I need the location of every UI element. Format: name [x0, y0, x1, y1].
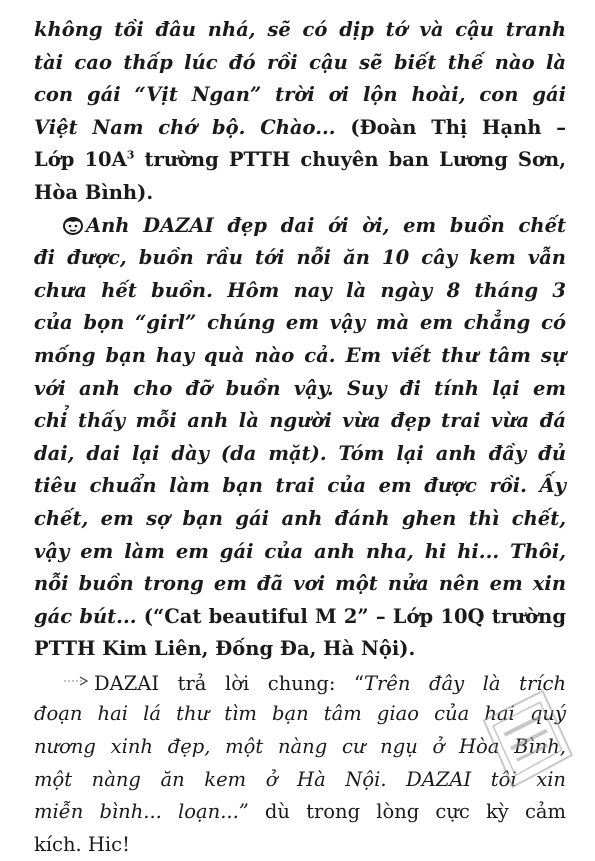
text-line: nỗi buồn trong em đã vơi một nửa nên em xin — [34, 572, 566, 596]
text-line: một nàng ăn kem ở Hà Nội. DAZAI tôi xin — [34, 767, 566, 791]
text-line — [34, 112, 566, 145]
text-run: dù trong lòng cực kỳ cảm — [248, 800, 566, 824]
text-line: con gái “Vịt Ngan” trời ơi lộn hoài, con gái — [34, 83, 566, 107]
superscript: 3 — [126, 148, 135, 162]
text-line: mống bạn hay quà nào cả. Em viết thư tâm sự — [34, 343, 566, 367]
text-line: đi được, buồn rầu tới nỗi ăn 10 cây kem vẫn — [34, 246, 566, 270]
text-line: chỉ thấy mỗi anh là người vừa đẹp trai vừa đá — [34, 409, 566, 433]
text-line: kích. Hic! — [34, 832, 130, 856]
arrow-icon — [62, 666, 90, 680]
text-line: vậy em làm em gái của anh nha, hi hi... Thôi, — [34, 539, 566, 563]
text-run: Việt Nam chớ bộ. Chào... — [34, 115, 336, 139]
paragraph-letter-1 — [34, 14, 566, 210]
text-line: dai, dai lại dày (da mặt). Tóm lại anh đầy đủ — [34, 441, 566, 465]
text-line: tài cao thấp lúc đó rồi cậu sẽ biết thế nào là — [34, 50, 566, 74]
text-line — [34, 210, 566, 243]
text-line: chết, em sợ bạn gái anh đánh ghen thì chết, — [34, 506, 566, 530]
text-line: Hòa Bình). — [34, 180, 154, 204]
text-line — [34, 601, 566, 634]
paragraph-letter-2 — [34, 210, 566, 666]
text-run: Anh DAZAI đẹp dai ới ời, em buồn chết — [86, 213, 566, 237]
signature-run: (“Cat beautiful M 2” – Lớp 10Q trường — [136, 604, 566, 628]
text-line: chưa hết buồn. Hôm nay là ngày 8 tháng 3 — [34, 278, 566, 302]
text-run: gác bút... — [34, 604, 137, 628]
text-line: nương xinh đẹp, một nàng cư ngụ ở Hòa Bình, — [34, 735, 566, 759]
text-run: DAZAI trả lời chung: “ — [94, 671, 364, 695]
text-line: tiêu chuẩn làm bạn trai của em được rồi. Ấy — [34, 474, 566, 498]
text-run: miễn bình... loạn...” — [34, 800, 249, 824]
girl-face-icon — [62, 213, 84, 233]
text-line — [34, 796, 566, 829]
text-line: đoạn hai lá thư tìm bạn tâm giao của hai quý — [34, 702, 566, 726]
signature-run: (Đoàn Thị Hạnh – — [335, 115, 566, 139]
text-line — [34, 144, 566, 177]
text-line: của bọn “girl” chúng em vậy mà em chẳng có — [34, 311, 566, 335]
text-line: PTTH Kim Liên, Đống Đa, Hà Nội). — [34, 637, 416, 661]
text-line: không tồi đâu nhá, sẽ có dịp tớ và cậu tranh — [34, 18, 566, 41]
text-run: Trên đây là trích — [363, 671, 566, 695]
text-run: trường PTTH chuyên ban Lương Sơn, — [134, 148, 566, 172]
text-line: với anh cho đỡ buồn vậy. Suy đi tính lại em — [34, 376, 566, 400]
stamp-watermark — [478, 688, 578, 798]
text-run: Lớp 10A — [34, 148, 127, 172]
